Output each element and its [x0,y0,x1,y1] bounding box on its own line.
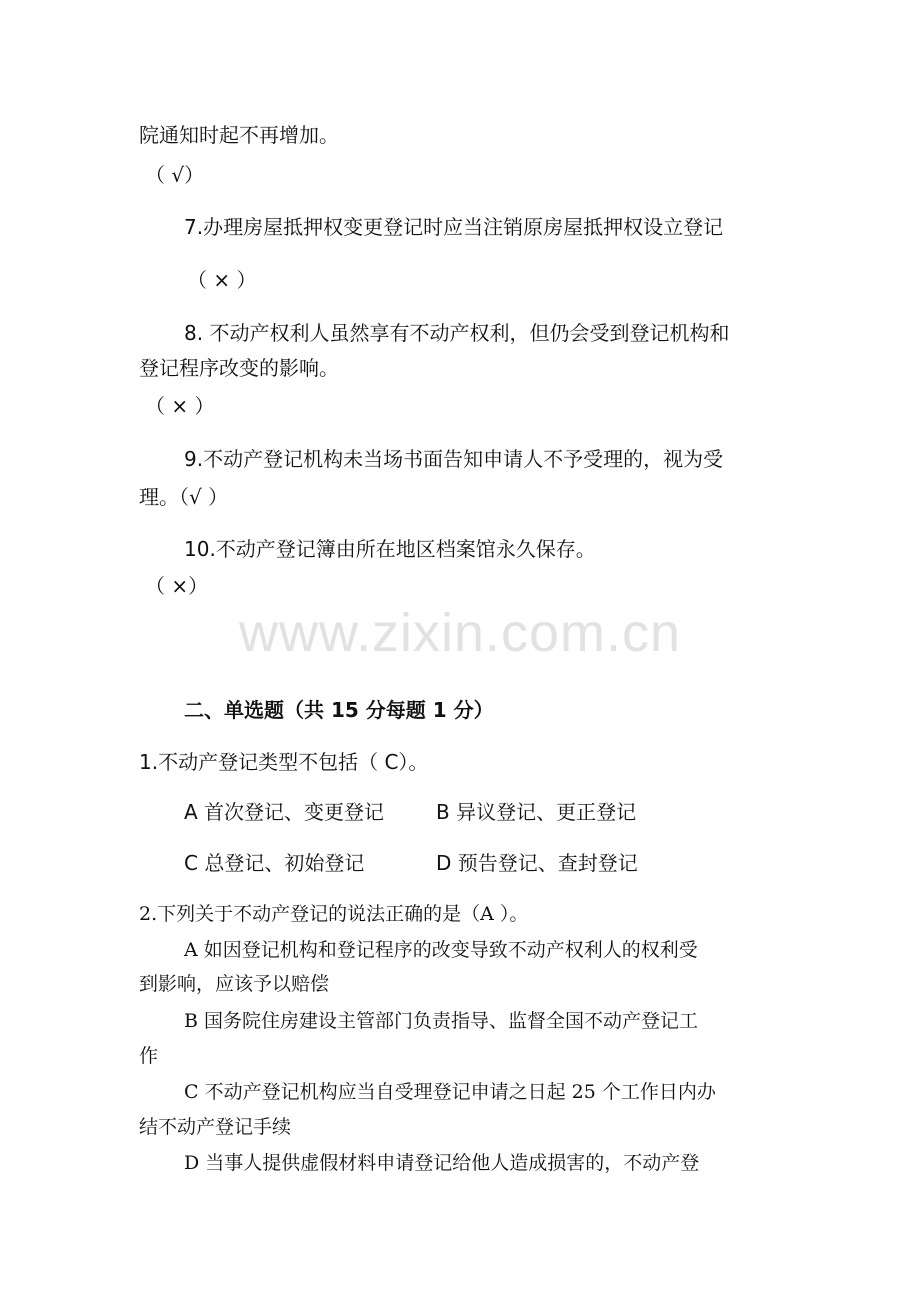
section-heading: 二、单选题（共 15 分每题 1 分） [184,698,494,722]
question-8: 8. 不动产权利人虽然享有不动产权利，但仍会受到登记机构和 [184,321,730,345]
text-line: 理。（√ ） [139,485,229,509]
option-c: C 总登记、初始登记 [184,851,365,875]
option-a: A 首次登记、变更登记 [184,800,385,824]
answer-mark: （ × ） [145,394,215,418]
question-9: 9.不动产登记机构未当场书面告知申请人不予受理的，视为受 [184,447,724,471]
mc-question-1: 1.不动产登记类型不包括（ C）。 [139,750,429,774]
answer-mark: （ × ） [187,268,257,292]
option-b: B 国务院住房建设主管部门负责指导、监督全国不动产登记工 [184,1010,699,1032]
option-a: A 如因登记机构和登记程序的改变导致不动产权利人的权利受 [184,939,698,961]
answer-mark: （ ×） [145,574,209,598]
text-line: 作 [139,1045,159,1067]
question-7: 7.办理房屋抵押权变更登记时应当注销原房屋抵押权设立登记 [184,215,724,239]
question-10: 10.不动产登记簿由所在地区档案馆永久保存。 [184,537,596,561]
option-b: B 异议登记、更正登记 [436,800,637,824]
text-line: 登记程序改变的影响。 [139,356,339,380]
option-d: D 预告登记、查封登记 [436,851,638,875]
text-line: 到影响，应该予以赔偿 [139,973,330,995]
mc-question-2: 2.下列关于不动产登记的说法正确的是（A ）。 [139,903,529,925]
option-d: D 当事人提供虚假材料申请登记给他人造成损害的，不动产登 [184,1152,700,1174]
text-line: 院通知时起不再增加。 [139,123,339,147]
watermark: www.zixin.com.cn [238,603,682,663]
answer-mark: （ √） [145,163,205,187]
option-c: C 不动产登记机构应当自受理登记申请之日起 25 个工作日内办 [184,1081,716,1103]
text-line: 结不动产登记手续 [139,1116,292,1138]
